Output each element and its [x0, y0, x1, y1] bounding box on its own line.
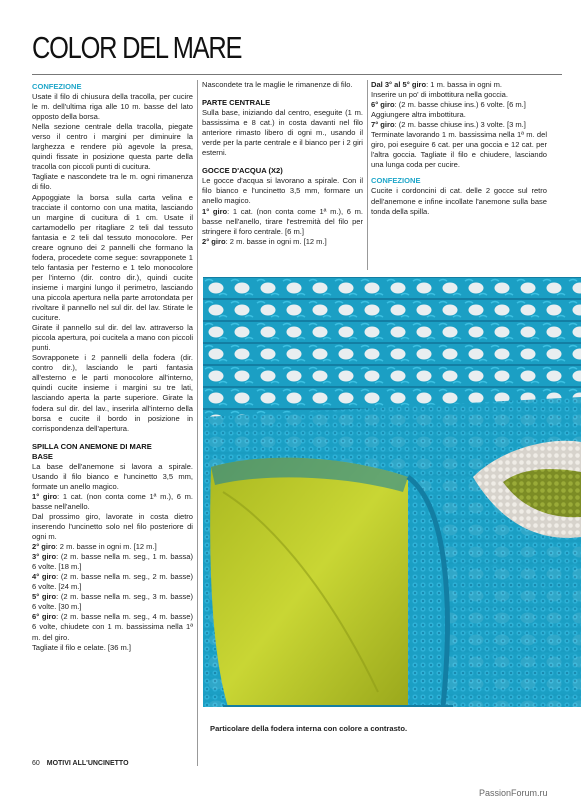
confezione-heading: CONFEZIONE: [371, 176, 421, 186]
paragraph: Nella sezione centrale della tracolla, piegate verso il centro i margini per diminuire la larghezza e rendere più agevole la presa, quindi fissate in posizione questa parte della tracolla con piccoli punti di cucitura.: [32, 122, 193, 172]
paragraph: Appoggiate la borsa sulla carta velina e tracciate il contorno con una matita, lasciando un margine di cucitura di 1 cm. Usate il cartamodello per ritagliare 2 teli dal tessuto fantasia e 2 teli dal tessuto monocolore. Per creare ognuno dei 2 pannelli che formano la fodera, procedete come segue: sovrapponete 1 telo fantasia per l'esterno e 1 telo monocolore per l'interno (dir. contro dir.), quindi cucite insieme i margini lungo il perimetro, lasciando una piccola apertura nella parte arrotondata per rivoltare il pannello nel sul dir. del lav. Stirate le cuciture.: [32, 192, 193, 323]
paragraph: Usate il filo di chiusura della tracolla, per cucire le m. dell'ultima riga alle 10 m. basse del lato opposto della borsa.: [32, 92, 193, 122]
round-3-5: Dal 3° al 5° giro: 1 m. bassa in ogni m.: [371, 80, 503, 89]
paragraph: Sovrapponete i 2 pannelli della fodera (dir. contro dir.), lasciando le parti fantasia all'esterno e le parti monocolore all'interno, quindi cucite insieme i margini su tre lati, lasciando aperta la parte superiore. Girate la fodera sul dir. del lav., inserirla all'interno della borsa e cucite il bordo in posizione in corrispondenza dell'apertura.: [32, 353, 193, 433]
paragraph: Cucite i cordoncini di cat. delle 2 gocce sul retro dell'anemone e infine incollate l'anemone sulla base tonda della spilla.: [371, 186, 547, 216]
round-1: 1° giro: 1 cat. (non conta come 1ª m.), 6 m. basse nell'anello.: [32, 491, 193, 511]
round-6: 6° giro: (2 m. basse chiuse ins.) 6 volte. [6 m.]: [371, 100, 526, 110]
paragraph: Aggiungere altra imbottitura.: [371, 110, 466, 120]
round-5: 5° giro: (2 m. basse nella m. seg., 3 m. basse) 6 volte. [30 m.]: [32, 592, 193, 612]
round-2: 2° giro: 2 m. basse in ogni m. [12 m.]: [202, 236, 327, 246]
title-rule: [32, 74, 562, 75]
gocce-heading: GOCCE D'ACQUA (X2): [202, 166, 283, 176]
text-column-2: [202, 80, 363, 270]
paragraph: Nascondete tra le maglie le rimanenze di filo.: [202, 80, 353, 89]
round-6: 6° giro: (2 m. basse nella m. seg., 4 m. basse) 6 volte, chiudete con 1 m. bassissima nella 1ª m. del giro.: [32, 612, 193, 642]
column-divider: [367, 80, 368, 270]
confezione-heading: CONFEZIONE: [32, 82, 82, 91]
parte-centrale-heading: PARTE CENTRALE: [202, 98, 271, 108]
spilla-heading: SPILLA CON ANEMONE DI MARE: [32, 441, 152, 451]
text-column-3: [371, 80, 547, 270]
round-1: 1° giro: 1 cat. (non conta come 1ª m.), 6 m. basse nell'anello, tirare l'estremità del filo per stringere il foro centrale. [6 m.]: [202, 206, 363, 236]
paragraph: Tagliate e nascondete tra le m. ogni rimanenza di filo.: [32, 172, 193, 192]
paragraph: Dal prossimo giro, lavorate in costa dietro inserendo l'uncinetto solo nel filo posteriore di ogni m.: [32, 511, 193, 542]
magazine-name: MOTIVI ALL'UNCINETTO: [46, 760, 129, 767]
photo-caption: Particolare della fodera interna con colore a contrasto.: [210, 724, 408, 733]
round-3: 3° giro: (2 m. basse nella m. seg., 1 m. bassa) 6 volte. [18 m.]: [32, 552, 193, 572]
paragraph: Terminate lavorando 1 m. bassissima nella 1ª m. del giro, poi eseguire 6 cat. per una goccia e 12 cat. per l'altra goccia. Tagliate il filo e chiudere, lasciando una lunga coda per cucire.: [371, 130, 547, 170]
paragraph: La base dell'anemone si lavora a spirale. Usando il filo bianco e l'uncinetto 3,5 mm, formate un anello magico.: [32, 461, 193, 491]
paragraph: Inserire un po' di imbottitura nella goccia.: [371, 90, 508, 100]
base-heading: BASE: [32, 451, 53, 461]
paragraph: Sulla base, iniziando dal centro, eseguite (1 m. bassissima e 8 cat.) in costa davanti nel filo anteriore rimasto libero di ogni m., usando il verde per la parte centrale e il bianco per i 2 giri esterni.: [202, 108, 363, 158]
paragraph: Girate il pannello sul dir. del lav. attraverso la piccola apertura, poi cucitela a mano con piccoli punti.: [32, 323, 193, 353]
page-number: 60: [32, 760, 40, 767]
crochet-bag-photo: [203, 277, 581, 720]
round-7: 7° giro: (2 m. basse chiuse ins.) 3 volte. [3 m.]: [371, 120, 526, 130]
paragraph: Le gocce d'acqua si lavorano a spirale. Con il filo bianco e l'uncinetto 3,5 mm, formare un anello magico.: [202, 176, 363, 206]
watermark: PassionForum.ru: [479, 788, 548, 798]
round-4: 4° giro: (2 m. basse nella m. seg., 2 m. basse) 6 volte. [24 m.]: [32, 572, 193, 592]
paragraph: Tagliate il filo e celate. [36 m.]: [32, 642, 131, 652]
round-2: 2° giro: 2 m. basse in ogni m. [12 m.]: [32, 542, 157, 552]
page-title: COLOR DEL MARE: [32, 30, 242, 65]
text-column-1: [32, 80, 193, 766]
page-footer: [32, 760, 129, 767]
column-divider: [197, 80, 198, 766]
